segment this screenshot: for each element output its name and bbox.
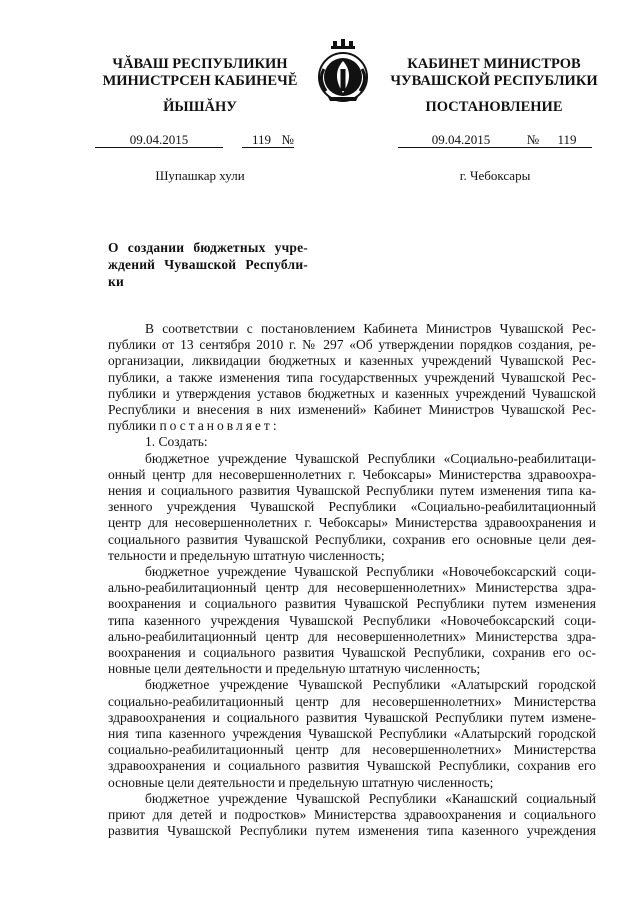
body-line: зенного учреждения Чувашской Республики «Социально-реабилитационный: [108, 499, 596, 515]
body-line: бюджетное учреждение Чувашской Республики «Новочебоксарский соци-: [145, 564, 596, 580]
body-line: ально-реабилитационный центр для несовершеннолетних» Министерства здра-: [108, 580, 596, 596]
body-line: В соответствии с постановлением Кабинета Министров Чувашской Рес-: [145, 321, 596, 336]
body-line: воохранения и социального развития Чувашской Республики путем изменения: [108, 596, 596, 612]
chuvash-emblem-icon: [312, 39, 374, 105]
body-line: развития Чувашской Республики путем изменения типа казенного учреждения: [108, 823, 596, 839]
body-line: социально-реабилитационный центр для несовершеннолетних» Министерства: [108, 742, 596, 758]
document-subject: [108, 239, 308, 290]
body-line: бюджетное учреждение Чувашской Республики «Алатырский городской: [145, 677, 596, 693]
body-line: онный центр для несовершеннолетних г. Чебоксары» Министерства здравоохра-: [108, 466, 596, 482]
body-line: нения и социального развития Чувашской Республики путем изменения типа ка-: [108, 483, 596, 499]
spaced-verb: постановляет:: [159, 418, 280, 434]
subject-line: ждений Чувашской Республи-: [108, 257, 308, 272]
body-line: ально-реабилитационный центр для несовершеннолетних» Министерства здра-: [108, 628, 596, 644]
number-sign-left: №: [281, 132, 294, 147]
body-line: публики от 13 сентября 2010 г. № 297 «Об утверждении порядков создания, ре-: [108, 337, 596, 353]
body-line: приют для детей и подростков» Министерства здравоохранения и социального: [108, 807, 596, 823]
body-line: здравоохранения и социального развития Чувашской Республики путем измене-: [108, 709, 596, 725]
body-line: организации, ликвидации бюджетных и казенных учреждений Чувашской Рес-: [108, 353, 596, 369]
body-line: здравоохранения и социального развития Чувашской Республики, сохранив его: [108, 758, 596, 774]
date-left: 09.04.2015: [95, 133, 223, 148]
body-line: социально-реабилитационный центр для несовершеннолетних» Министерства: [108, 693, 596, 709]
header-left-line-1: ЧĂВАШ РЕСПУБЛИКИН: [112, 56, 288, 72]
number-left: 119: [242, 133, 282, 148]
document-body: [108, 321, 596, 840]
doc-type-chuvash: ЙЫШĂНУ: [163, 99, 237, 115]
body-line: публики, а также изменения типа государственных учреждений Чувашской Рес-: [108, 369, 596, 385]
subject-line: О создании бюджетных учре-: [108, 240, 308, 255]
body-line: Республики и внесения в них изменений» Кабинет Министров Чувашской Рес-: [108, 402, 596, 418]
header-left: [95, 56, 305, 90]
date-line-left: [95, 133, 294, 148]
body-line-with-verb: [108, 418, 596, 434]
number-right: 119: [542, 133, 592, 148]
header-right: [378, 56, 610, 90]
place-chuvash: Шупашкар хули: [155, 168, 245, 183]
body-line: тельности и предельную штатную численность;: [108, 547, 385, 563]
body-line-text: публики: [108, 418, 157, 434]
date-right: 09.04.2015: [398, 133, 524, 148]
doc-type-russian: ПОСТАНОВЛЕНИЕ: [425, 99, 563, 115]
body-line: центр для несовершеннолетних г. Чебоксары» Министерства здравоохранения и: [108, 515, 596, 531]
subject-line: ки: [108, 274, 124, 289]
date-line-right: [398, 133, 592, 148]
body-line: социального развития Чувашской Республики, сохранив его основные цели дея-: [108, 531, 596, 547]
body-line: новные цели деятельности и предельную штатную численность;: [108, 661, 481, 677]
body-line: воохранения и социального развития Чувашской Республики, сохранив его ос-: [108, 645, 596, 661]
body-line: основные цели деятельности и предельную штатную численность;: [108, 774, 494, 790]
place-russian: г. Чебоксары: [459, 168, 531, 183]
body-line: типа казенного учреждения Чувашской Республики «Новочебоксарский соци-: [108, 612, 596, 628]
header-right-line-1: КАБИНЕТ МИНИСТРОВ: [407, 56, 581, 72]
body-line: 1. Создать:: [145, 434, 208, 450]
number-sign-right: №: [524, 133, 542, 148]
body-line: бюджетное учреждение Чувашской Республики «Социально-реабилитаци-: [145, 450, 596, 466]
header-right-line-2: ЧУВАШСКОЙ РЕСПУБЛИКИ: [390, 73, 598, 89]
body-line: бюджетное учреждение Чувашской Республики «Канашский социальный: [145, 790, 596, 806]
header-left-line-2: МИНИСТРСЕН КАБИНЕЧĔ: [102, 73, 298, 89]
body-line: ния типа казенного учреждения Чувашской Республики «Алатырский городской: [108, 726, 596, 742]
body-line: публики и утверждения уставов бюджетных и казенных учреждений Чувашской: [108, 385, 596, 401]
